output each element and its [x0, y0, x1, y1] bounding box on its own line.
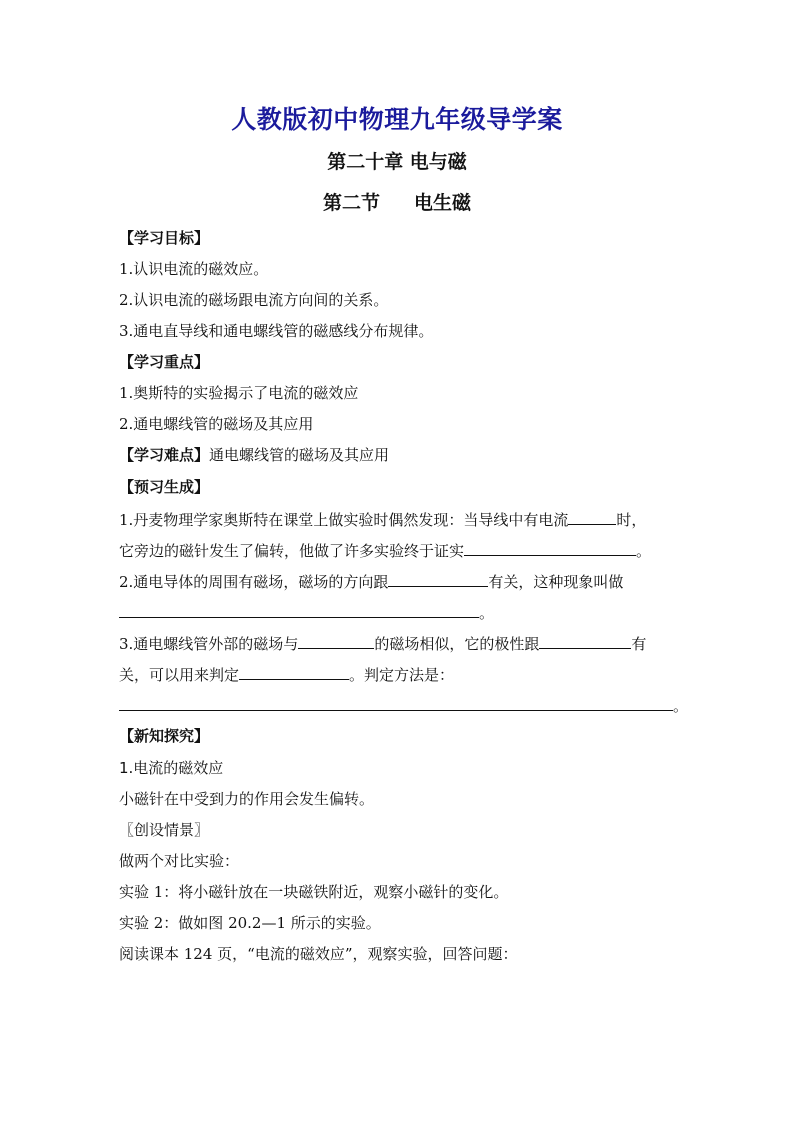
difficulty-heading: 【学习难点】 [119, 446, 210, 464]
answer-blank[interactable] [539, 632, 631, 649]
section-title [0, 188, 794, 215]
question-text: 。 [479, 604, 495, 622]
answer-blank[interactable] [239, 663, 349, 680]
question-text: 它旁边的磁针发生了偏转，他做了许多实验终于证实 [119, 542, 465, 560]
question-text: 。 [673, 697, 689, 715]
answer-blank[interactable] [298, 632, 374, 649]
difficulty-text: 通电螺线管的磁场及其应用 [209, 446, 390, 464]
preview-heading: 【预习生成】 [119, 478, 210, 496]
answer-blank[interactable] [464, 539, 636, 556]
preview-q1-line1 [119, 508, 646, 530]
answer-blank[interactable] [388, 570, 488, 587]
objectives-heading: 【学习目标】 [119, 229, 210, 247]
difficulty-line [119, 445, 389, 465]
preview-q3-line1 [119, 632, 646, 654]
preview-q1-line2 [119, 539, 651, 561]
question-text: 。 [636, 542, 652, 560]
question-text: 有 [631, 635, 647, 653]
preview-q2-line2 [119, 601, 494, 623]
key-point-item: 1.奥斯特的实验揭示了电流的磁效应 [119, 384, 359, 402]
explore-heading: 【新知探究】 [119, 727, 210, 745]
experiment-2: 实验 2：做如图 20.2—1 所示的实验。 [119, 914, 381, 932]
document-title: 人教版初中物理九年级导学案 [231, 105, 563, 134]
question-text: 时， [616, 511, 647, 529]
answer-blank[interactable] [119, 694, 673, 711]
preview-q3-line2 [119, 663, 454, 685]
explore-subheading: 1.电流的磁效应 [119, 759, 224, 777]
key-points-heading: 【学习重点】 [119, 353, 210, 371]
explore-paragraph: 小磁针在中受到力的作用会发生偏转。 [119, 790, 375, 808]
question-text: 2.通电导体的周围有磁场，磁场的方向跟 [119, 573, 389, 591]
objective-item: 1.认识电流的磁效应。 [119, 260, 269, 278]
objective-item: 3.通电直导线和通电螺线管的磁感线分布规律。 [119, 322, 434, 340]
section-name: 电生磁 [414, 192, 472, 214]
question-text: 的磁场相似，它的极性跟 [374, 635, 540, 653]
explore-paragraph: 做两个对比实验： [119, 852, 240, 870]
objective-item: 2.认识电流的磁场跟电流方向间的关系。 [119, 291, 389, 309]
scene-label: 〖创设情景〗 [119, 821, 210, 839]
question-text: 。判定方法是： [349, 666, 455, 684]
preview-q3-line3 [119, 694, 688, 716]
question-text: 有关，这种现象叫做 [488, 573, 624, 591]
reading-instruction: 阅读课本 124 页，“电流的磁效应”，观察实验，回答问题： [119, 945, 518, 963]
question-text: 关，可以用来判定 [119, 666, 240, 684]
answer-blank[interactable] [119, 601, 479, 618]
question-text: 1.丹麦物理学家奥斯特在课堂上做实验时偶然发现：当导线中有电流 [119, 511, 569, 529]
question-text: 3.通电螺线管外部的磁场与 [119, 635, 299, 653]
preview-q2-line1 [119, 570, 623, 592]
answer-blank[interactable] [568, 508, 616, 525]
chapter-title: 第二十章 电与磁 [327, 151, 467, 173]
experiment-1: 实验 1：将小磁针放在一块磁铁附近，观察小磁针的变化。 [119, 883, 509, 901]
key-point-item: 2.通电螺线管的磁场及其应用 [119, 415, 314, 433]
section-number: 第二节 [322, 192, 380, 214]
